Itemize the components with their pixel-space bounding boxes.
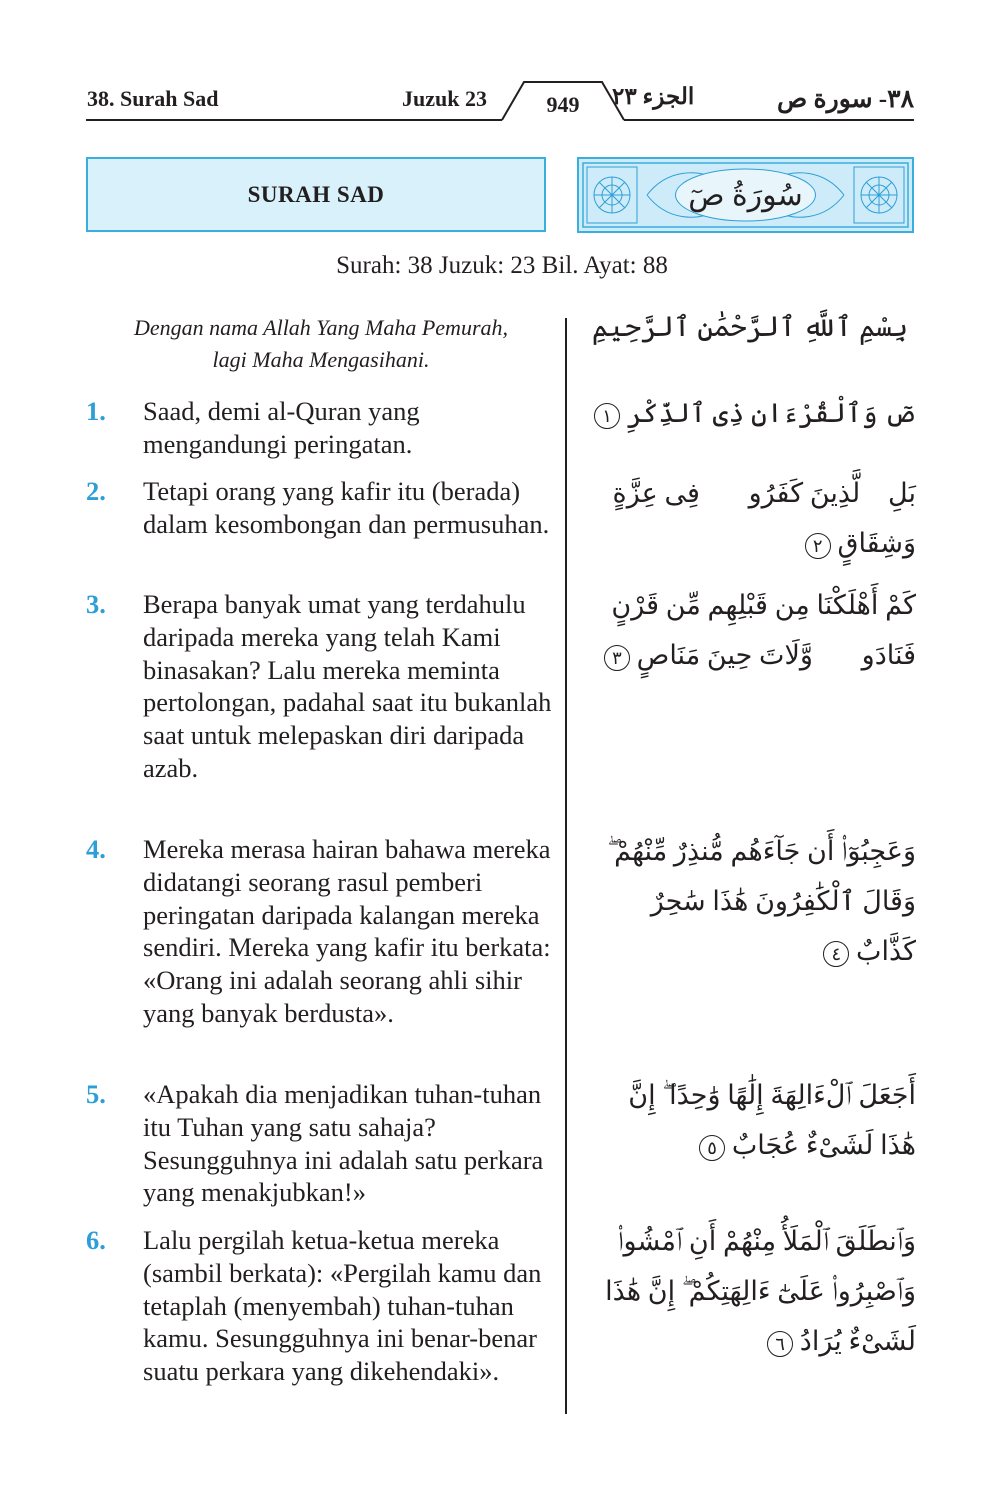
column-divider [565, 318, 567, 1414]
verse-number: 1. [86, 396, 106, 426]
arabic-text: بَلِ ٱلَّذِينَ كَفَرُوا۟ فِى عِزَّةٍ وَشِقَاقٍ [612, 478, 916, 558]
surah-title-box [86, 157, 546, 232]
verse-arabic-3 [590, 580, 916, 680]
verse-arabic-4 [590, 826, 916, 976]
verse-text: «Apakah dia menjadikan tuhan-tuhan itu Tuhan yang satu sahaja? Sesungguhnya ini adalah satu perkara yang menakjubkan!» [143, 1079, 544, 1208]
verse-translation-6 [86, 1224, 556, 1388]
ayah-number-mark: ٢ [805, 533, 831, 559]
arabic-text: أَجَعَلَ ٱلْءَالِهَةَ إِلَٰهًا وَٰحِدًا ۖ إِنَّ هَٰذَا لَشَىْءٌ عُجَابٌ [628, 1080, 916, 1160]
verse-number: 4. [86, 834, 106, 864]
arabic-text: صٓ وَٱلْقُرْءَانِ ذِى ٱلذِّكْرِ [626, 398, 916, 428]
verse-translation-3 [86, 588, 556, 785]
arabic-text: وَٱنطَلَقَ ٱلْمَلَأُ مِنْهُمْ أَنِ ٱمْشُوا۟ وَٱصْبِرُوا۟ عَلَىٰٓ ءَالِهَتِكُمْ ۖ إِنَّ هَٰذَا لَشَىْءٌ يُرَادُ [605, 1226, 916, 1356]
page-number: 949 [546, 92, 580, 117]
verse-text: Berapa banyak umat yang terdahulu daripada mereka yang telah Kami binasakan? Lalu mereka meminta pertolongan, padahal saat itu bukanlah saat untuk melepaskan diri daripada azab. [143, 589, 552, 783]
header-juz-arabic: الجزء ٢٣ [612, 84, 695, 109]
ayah-number-mark: ١ [594, 403, 620, 429]
verse-text: Saad, demi al-Quran yang mengandungi peringatan. [143, 396, 420, 459]
surah-meta-line: Surah: 38 Juzuk: 23 Bil. Ayat: 88 [336, 252, 668, 279]
header-surah-arabic: ٣٨- سورة ص [777, 86, 914, 113]
verse-arabic-2 [590, 468, 916, 568]
verse-arabic-5 [590, 1070, 916, 1170]
header-rule-left [86, 119, 502, 121]
arabic-text: وَعَجِبُوٓا۟ أَن جَآءَهُم مُّنذِرٌ مِّنْهُمْ ۖ وَقَالَ ٱلْكَٰفِرُونَ هَٰذَا سَٰحِرٌ كَذَّابٌ [607, 836, 916, 966]
verse-text: Lalu pergilah ketua-ketua mereka (sambil berkata): «Pergilah kamu dan tetaplah (menyembah) tuhan-tuhan kamu. Sesungguhnya ini benar-benar suatu perkara yang dikehendaki». [143, 1225, 542, 1387]
ayah-number-mark: ٣ [604, 645, 630, 671]
ayah-number-mark: ٥ [699, 1135, 725, 1161]
verse-arabic-6 [590, 1216, 916, 1366]
arabic-text: كَمْ أَهْلَكْنَا مِن قَبْلِهِم مِّن قَرْنٍ فَنَادَوا۟ وَّلَاتَ حِينَ مَنَاصٍ [611, 590, 916, 670]
surah-title: SURAH SAD [247, 181, 385, 207]
header-surah-name: 38. Surah Sad [87, 86, 219, 111]
ayah-number-mark: ٤ [823, 941, 849, 967]
verse-translation-2 [86, 475, 556, 541]
basmalah-arabic: بِسْمِ ٱللَّهِ ٱلرَّحْمَٰنِ ٱلرَّحِيمِ [591, 312, 909, 343]
verse-text: Mereka merasa hairan bahawa mereka didatangi seorang rasul pemberi peringatan daripada kalangan mereka sendiri. Mereka yang kafir itu berkata: «Orang ini adalah seorang ahli sihir yang banyak berdusta». [143, 834, 551, 1028]
verse-translation-5 [86, 1078, 556, 1209]
header-rule-right [624, 119, 914, 121]
verse-number: 2. [86, 476, 106, 506]
basmalah-line-1: Dengan nama Allah Yang Maha Pemurah, [134, 315, 508, 340]
verse-translation-1 [86, 395, 556, 461]
verse-number: 3. [86, 589, 106, 619]
surah-title-arabic: سُورَةُ صٓ [688, 178, 803, 212]
basmalah-line-2: lagi Maha Mengasihani. [212, 347, 430, 372]
header-juzuk: Juzuk 23 [402, 86, 487, 111]
ayah-number-mark: ٦ [767, 1331, 793, 1357]
verse-translation-4 [86, 833, 556, 1030]
verse-number: 5. [86, 1079, 106, 1109]
verse-number: 6. [86, 1225, 106, 1255]
verse-arabic-1 [590, 388, 916, 438]
verse-text: Tetapi orang yang kafir itu (berada) dalam kesombongan dan permusuhan. [143, 476, 550, 539]
running-header [0, 0, 1000, 130]
basmalah-translation [86, 312, 556, 376]
